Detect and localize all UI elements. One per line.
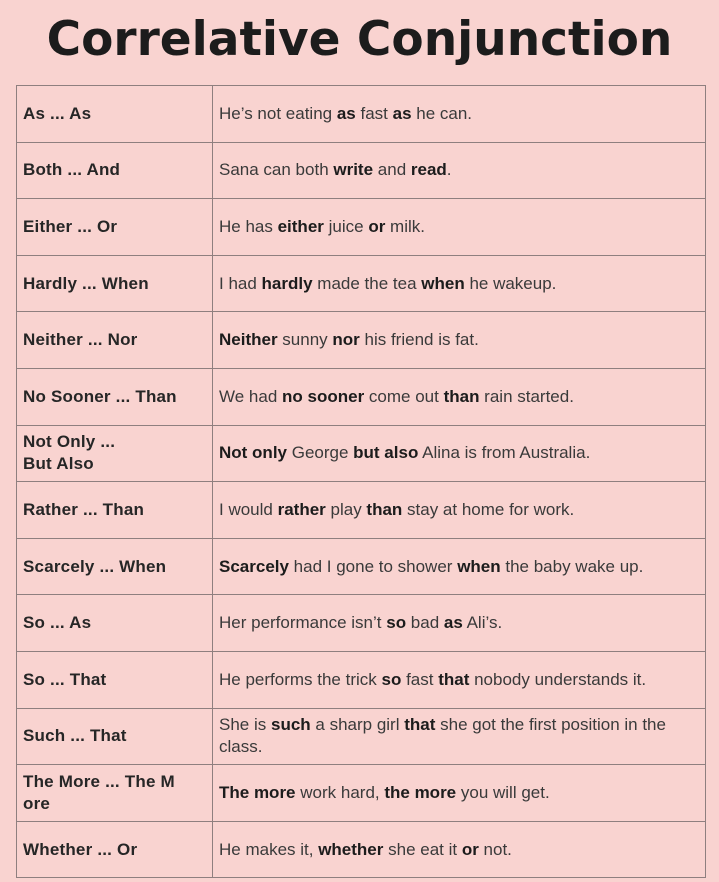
example-sentence-cell: I had hardly made the tea when he wakeup. — [213, 255, 706, 312]
conjunction-cell: So ... As — [17, 595, 213, 652]
conjunction-keyword: Not only — [219, 443, 287, 463]
example-sentence-cell: The more work hard, the more you will get. — [213, 765, 706, 822]
conjunction-cell: Rather ... Than — [17, 482, 213, 539]
conjunction-cell: Neither ... Nor — [17, 312, 213, 369]
conjunction-keyword: the more — [384, 782, 457, 802]
conjunction-table — [16, 85, 706, 878]
conjunction-keyword: The more — [219, 782, 296, 802]
table-row — [17, 482, 706, 539]
conjunction-cell: Hardly ... When — [17, 255, 213, 312]
conjunction-cell: So ... That — [17, 651, 213, 708]
conjunction-keyword: as — [443, 613, 463, 633]
example-sentence-cell: We had no sooner come out than rain started. — [213, 368, 706, 425]
example-sentence-cell: He has either juice or milk. — [213, 199, 706, 256]
example-sentence-cell: Sana can both write and read. — [213, 142, 706, 199]
conjunction-cell: Whether ... Or — [17, 821, 213, 878]
conjunction-cell: As ... As — [17, 86, 213, 143]
conjunction-cell: Scarcely ... When — [17, 538, 213, 595]
conjunction-keyword: than — [366, 499, 403, 519]
conjunction-keyword: rather — [277, 499, 326, 519]
example-sentence-cell: He performs the trick so fast that nobody understands it. — [213, 651, 706, 708]
example-sentence-cell: I would rather play than stay at home for work. — [213, 482, 706, 539]
example-sentence-cell: Not only George but also Alina is from Australia. — [213, 425, 706, 482]
table-row — [17, 538, 706, 595]
conjunction-cell: Not Only ... But Also — [17, 425, 213, 482]
table-row — [17, 708, 706, 765]
conjunction-keyword: such — [270, 715, 311, 735]
conjunction-keyword: no sooner — [282, 386, 365, 406]
example-sentence-cell: He’s not eating as fast as he can. — [213, 86, 706, 143]
conjunction-keyword: as — [336, 103, 356, 123]
conjunction-keyword: than — [443, 386, 480, 406]
table-body — [17, 86, 706, 878]
conjunction-keyword: when — [457, 556, 501, 576]
conjunction-cell: Either ... Or — [17, 199, 213, 256]
conjunction-keyword: read — [410, 160, 447, 180]
conjunction-keyword: Neither — [219, 330, 278, 350]
example-sentence-cell: He makes it, whether she eat it or not. — [213, 821, 706, 878]
conjunction-cell: No Sooner ... Than — [17, 368, 213, 425]
conjunction-keyword: or — [461, 839, 479, 859]
table-row — [17, 425, 706, 482]
conjunction-keyword: that — [438, 669, 470, 689]
table-row — [17, 651, 706, 708]
table-row — [17, 765, 706, 822]
conjunction-cell: Such ... That — [17, 708, 213, 765]
table-row — [17, 255, 706, 312]
conjunction-keyword: whether — [318, 839, 384, 859]
conjunction-cell: Both ... And — [17, 142, 213, 199]
conjunction-keyword: either — [277, 216, 324, 236]
conjunction-cell: The More ... The M ore — [17, 765, 213, 822]
conjunction-keyword: that — [404, 715, 436, 735]
conjunction-keyword: Scarcely — [219, 556, 289, 576]
table-row — [17, 142, 706, 199]
example-sentence-cell: Scarcely had I gone to shower when the baby wake up. — [213, 538, 706, 595]
table-row — [17, 86, 706, 143]
conjunction-keyword: but also — [353, 443, 419, 463]
conjunction-keyword: nor — [332, 330, 360, 350]
conjunction-keyword: so — [381, 669, 402, 689]
example-sentence-cell: Neither sunny nor his friend is fat. — [213, 312, 706, 369]
conjunction-keyword: write — [333, 160, 374, 180]
conjunction-keyword: hardly — [261, 273, 313, 293]
example-sentence-cell: She is such a sharp girl that she got the first position in the class. — [213, 708, 706, 765]
conjunction-keyword: or — [368, 216, 386, 236]
table-row — [17, 312, 706, 369]
table-row — [17, 199, 706, 256]
page-title: Correlative Conjunction — [46, 12, 673, 67]
table-row — [17, 595, 706, 652]
conjunction-keyword: when — [421, 273, 465, 293]
table-row — [17, 821, 706, 878]
table-row — [17, 368, 706, 425]
conjunction-keyword: as — [392, 103, 412, 123]
example-sentence-cell: Her performance isn’t so bad as Ali’s. — [213, 595, 706, 652]
conjunction-keyword: so — [386, 613, 407, 633]
